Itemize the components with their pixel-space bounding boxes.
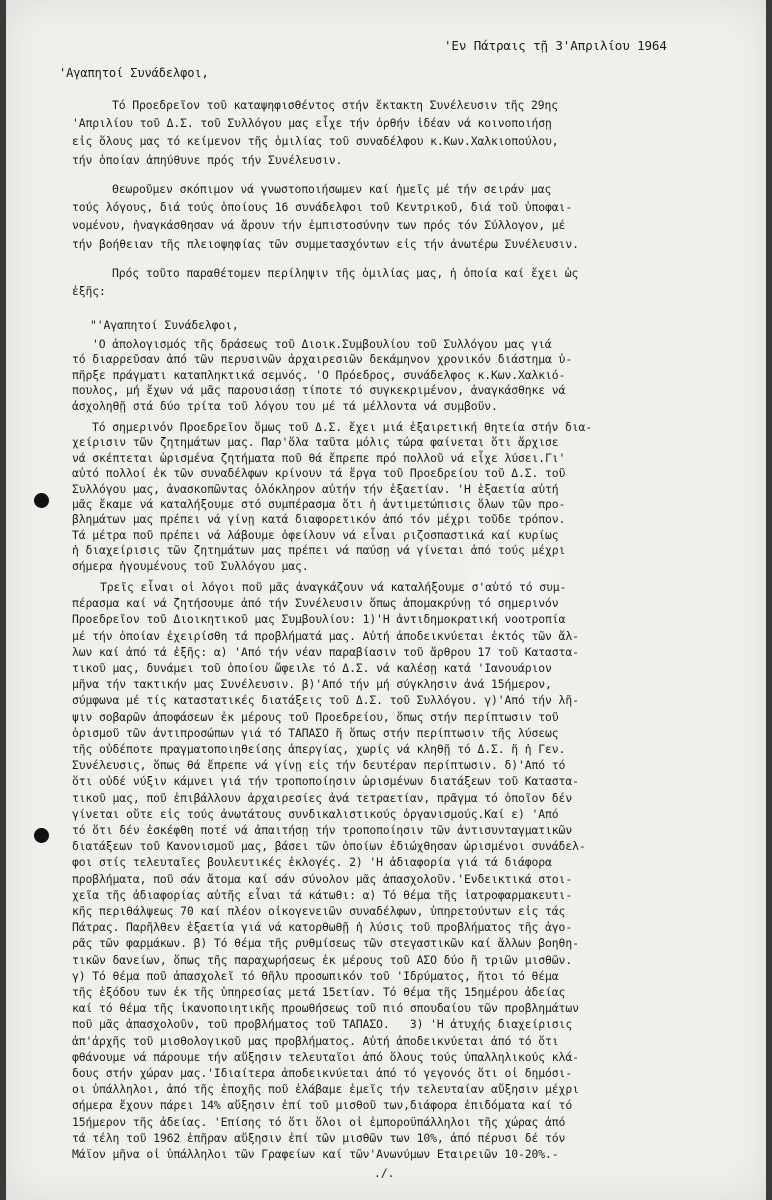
text-line: ὁρισμοῦ τῶν ἀντιπροσώπων γιά τό ΤΑΠΑΣΟ ἤ ὅπως στήν περίπτωσιν τῆς λύσεως xyxy=(72,725,559,740)
text-line: γίνεται οὔτε εἰς τούς ἀνωτάτους συνδικαλιστικούς ὀργανισμούς.Καί ε) 'Από xyxy=(72,806,559,821)
text-line: κῆς περιθάλψεως 70 καί πλέον οἰκογενειῶν συναδέλφων, ὑπηρετούντων εἰς τάς xyxy=(72,904,566,918)
text-line: ἀσχοληθῇ στά δύο τρίτα τοῦ λόγου του μέ τά μέλλοντα νά συμβοῦν. xyxy=(72,398,498,413)
text-line: τά τέλη τοῦ 1962 ἐπῆραν αὔξησιν ἐπί τῶν μισθῶν των 10%, ἀπό πέρυσι δέ τόν xyxy=(72,1130,566,1145)
text-line: πῆρξε πράγματι καταπληκτικά σεμνός. 'Ο Πρόεδρος, συνάδελφος κ.Κων.Χαλκιό- xyxy=(72,367,566,382)
text-line: Τρεῖς εἶναι οἱ λόγοι ποῦ μᾶς ἀναγκάζουν νά καταλήξουμε σ'αὐτό τό συμ- xyxy=(100,580,567,594)
text-line: Συλλόγου μας, ἀνασκοπῶντας ὁλόκληρον αὐτήν τήν ἑξαετίαν. 'Η ἑξαετία αὐτή xyxy=(72,481,559,496)
text-line: Πάτρας. Παρῆλθεν ἑξαετία γιά νά κατορθωθῇ ἡ λύσις τοῦ προβλήματος τῆς ἀγο- xyxy=(72,920,573,935)
text-line: προβλήματα, ποῦ σάν ἄτομα καί σάν σύνολον μᾶς ἀπασχολοῦν.'Ενδεικτικά στοι- xyxy=(72,871,573,886)
text-line: λων καί ἀπό τά ἑξῆς: α) 'Από τήν νέαν παραβίασιν τοῦ ἄρθρου 17 τοῦ Καταστα- xyxy=(72,644,579,659)
text-line: Τό σημερινόν Προεδρεῖον ὅμως τοῦ Δ.Σ. ἔχει μιά ἐξαιρετική θητεία στήν δια- xyxy=(92,420,593,434)
text-line: ὅτι οὐδέ νύξιν κάμνει γιά τήν τροποποίησιν ὡρισμένων διατάξεων τοῦ Καταστα- xyxy=(72,774,579,789)
text-line: εἰς ὅλους μας τό κείμενον τῆς ὁμιλίας τοῦ συναδέλφου κ.Κων.Χαλκιοπούλου, xyxy=(72,134,559,149)
text-line: τήν βοήθειαν τῆς πλειοψηφίας τῶν συμμετασχόντων εἰς τήν ἀνωτέρω Συνέλευσιν. xyxy=(72,236,579,251)
text-line: δους στήν χώραν μας.'Ιδιαίτερα ἀποδεικνύεται ἀπό τό γεγονός ὅτι οἱ δημόσι- xyxy=(72,1066,573,1080)
document-page xyxy=(6,0,766,1200)
text-line: τικοῦ μας, δυνάμει τοῦ ὁποίου ὤφειλε τό Δ.Σ. νά καλέσῃ κατά 'Ιανουάριον xyxy=(72,661,552,675)
text-line: πουλος, μή ἔχων νά μᾶς παρουσιάσῃ τίποτε τό συγκεκριμένον, ἀναγκάσθηκε νά xyxy=(72,383,566,398)
text-line: αὐτό πολλοί ἐκ τῶν συναδέλφων κρίνουν τά ἔργα τοῦ Προεδρείου τοῦ Δ.Σ. τοῦ xyxy=(72,466,566,481)
text-line: ἡ διαχείρισις τῶν ζητημάτων μας πρέπει νά παύσῃ νά γίνεται ἀπό τούς μέχρι xyxy=(72,543,566,558)
text-line: χεῖα τῆς ἀδιαφορίας αὐτῆς εἶναι τά κάτωθι: α) Τό θέμα τῆς ἰατροφαρμακευτι- xyxy=(72,887,573,902)
text-line: ἑξῆς: xyxy=(72,284,106,299)
text-line: μῆνα τήν τακτικήν μας Συνέλευσιν. β)'Από τήν μή σύγκλησιν ἀνά 15ήμερον, xyxy=(72,677,552,692)
text-line: διατάξεων τοῦ Κανονισμοῦ μας, βάσει τῶν ὁποίων ἐδιώχθησαν ὡρισμένοι συνάδελ- xyxy=(72,839,586,854)
text-line: καί τό θέμα τῆς ἱκανοποιητικῆς προωθήσεως τοῦ πιό σπουδαίου τῶν προβλημάτων xyxy=(72,1001,579,1016)
text-line: σήμερα ἡγουμένους τοῦ Συλλόγου μας. xyxy=(72,558,309,573)
text-line: βλημάτων μας πρέπει νά γίνῃ κατά διαφορετικόν ἀπό τόν μέχρι τοῦδε τρόπον. xyxy=(72,512,566,527)
text-line: 15ήμερον τῆς ἀδείας. 'Επίσης τό ὅτι ὅλοι οἱ ἐμποροϋπάλληλοι τῆς χώρας ἀπό xyxy=(72,1114,566,1129)
text-line: Προεδρεῖον τοῦ Διοικητικοῦ μας Συμβουλίου: 1)'Η ἀντιδημοκρατική νοοτροπία xyxy=(72,612,566,627)
text-line: σύμφωνα μέ τίς καταστατικές διατάξεις τοῦ Δ.Σ. τοῦ Συλλόγου. γ)'Από τήν λῆ- xyxy=(72,693,579,708)
salutation: 'Αγαπητοί Συνάδελφοι, xyxy=(59,66,209,80)
text-line: χείρισιν τῶν ζητημάτων μας. Παρ'ὅλα ταῦτα μόλις τώρα φαίνεται ὅτι ἄρχισε xyxy=(72,435,559,450)
text-line: φοι στίς τελευταῖες βουλευτικές ἐκλογές. 2) 'Η ἀδιαφορία γιά τά διάφορα xyxy=(72,855,552,870)
text-line: Πρός τοῦτο παραθέτομεν περίληψιν τῆς ὁμιλίας μας, ἡ ὁποία καί ἔχει ὡς xyxy=(112,266,579,280)
text-line: τῆς ἐξόδου των ἐκ τῆς ὑπηρεσίας μετά 15ετίαν. Τό θέμα τῆς 15ημέρου ἀδείας xyxy=(72,985,566,999)
text-line: Μάϊον μῆνα οἱ ὑπάλληλοι τῶν Γραφείων καί τῶν'Ανωνύμων Εταιρειῶν 10-20%.- xyxy=(72,1147,559,1161)
text-line: τούς λόγους, διά τούς ὁποίους 16 συνάδελφοι τοῦ Κεντρικοῦ, διά τοῦ ὑποφαι- xyxy=(72,200,573,215)
text-line: 'Απριλίου τοῦ Δ.Σ. τοῦ Συλλόγου μας εἶχε τήν ὀρθήν ἰδέαν νά κοινοποιήσῃ xyxy=(72,116,552,131)
text-line: Τά μέτρα ποῦ πρέπει νά λάβουμε ὀφείλουν νά εἶναι ριζοσπαστικά καί κυρίως xyxy=(72,527,559,542)
text-line: τῆς οὐδέποτε πραγματοποιηθείσης ἀπεργίας, χωρίς νά κληθῇ τό Δ.Σ. ἤ ἡ Γεν. xyxy=(72,742,566,756)
text-line: τήν ὁποίαν ἀπηύθυνε πρός τήν Συνέλευσιν. xyxy=(72,152,343,167)
text-line: Τό Προεδρεῖον τοῦ καταψηφισθέντος στήν ἔκτακτη Συνέλευσιν τῆς 29ης xyxy=(112,98,559,112)
text-line: τικοῦ μας, ποῦ ἐπιβάλλουν ἀρχαιρεσίες ἀνά τετραετίαν, πρᾶγμα τό ὁποῖον δέν xyxy=(72,790,573,805)
text-line: τό ὅτι δέν ἐσκέφθη ποτέ νά ἀπαιτήσῃ τήν τροποποίησιν τῶν ἀντισυνταγματικῶν xyxy=(72,823,573,837)
text-line: νομένου, ἠναγκάσθησαν νά ἄρουν τήν ἐμπιστοσύνην των πρός τόν Σύλλογον, μέ xyxy=(72,218,566,233)
text-line: σήμερα ἔχουν πάρει 14% αὔξησιν ἐπί τοῦ μισθοῦ των,διάφορα ἐπιδόματα καί τό xyxy=(72,1098,573,1113)
text-line: ἀπ'ἀρχῆς τοῦ μισθολογικοῦ μας προβλήματος. Αὐτή ἀποδεικνύεται ἀπό τό ὅτι xyxy=(72,1033,559,1048)
text-line: "'Αγαπητοί Συνάδελφοι, xyxy=(90,318,239,332)
page-marker: ./. xyxy=(374,1166,395,1180)
punch-hole xyxy=(34,493,49,508)
text-line: Συνέλευσις, ὅπως θά ἔπρεπε νά γίνῃ εἰς τήν δευτέραν περίπτωσιν. δ)'Από τό xyxy=(72,758,566,773)
punch-hole xyxy=(34,828,49,843)
text-line: μᾶς ἔκαμε νά καταλήξουμε στό συμπέρασμα ὅτι ἡ ἀντιμετώπισις ὅλων τῶν προ- xyxy=(72,497,566,511)
text-line: Θεωροῦμεν σκόπιμον νά γνωστοποιήσωμεν καί ἡμεῖς μέ τήν σειράν μας xyxy=(112,182,552,196)
text-line: ψιν σοβαρῶν ἀποφάσεων ἐκ μέρους τοῦ Προεδρείου, ὅπως στήν περίπτωσιν τοῦ xyxy=(72,709,559,724)
text-line: ρᾶς τῶν φαρμάκων. β) Τό θέμα τῆς ρυθμίσεως τῶν στεγαστικῶν καί ἄλλων βοηθη- xyxy=(72,936,579,951)
text-line: 'Ο ἀπολογισμός τῆς δράσεως τοῦ Διοικ.Συμβουλίου τοῦ Συλλόγου μας γιά xyxy=(92,337,552,351)
text-line: γ) Τό θέμα ποῦ ἀπασχολεῖ τό θῆλυ προσωπικόν τοῦ 'Ιδρύματος, ἤτοι τό θέμα xyxy=(72,968,559,983)
text-line: μέ τήν ὁποίαν ἐχειρίσθη τά προβλήματά μας. Αὐτή ἀποδεικνύεται ἐκτός τῶν ἄλ- xyxy=(72,628,579,643)
text-line: φθάνουμε νά πάρουμε τήν αὔξησιν τελευταῖοι ἀπό ὅλους τούς ὑπαλληλικούς κλά- xyxy=(72,1049,579,1064)
text-line: τό διαρρεῦσαν ἀπό τῶν περυσινῶν ἀρχαιρεσιῶν δεκάμηνον χρονικόν διάστημα ὑ- xyxy=(72,352,573,367)
text-line: νά σκέπτεται ὡρισμένα ζητήματα ποῦ θά ἔπρεπε πρό πολλοῦ νά εἶχε λύσει.Γι' xyxy=(72,450,566,465)
date-line: 'Εν Πάτραις τῇ 3'Απριλίου 1964 xyxy=(444,38,667,53)
text-line: ποῦ μᾶς ἀπασχολοῦν, τοῦ προβλήματος τοῦ ΤΑΠΑΣΟ. 3) 'Η ἀτυχής διαχείρισις xyxy=(72,1017,573,1032)
text-line: τικῶν δανείων, ὅπως τῆς παραχωρήσεως ἐκ μέρους τοῦ ΑΣΟ δύο ἤ τριῶν μισθῶν. xyxy=(72,952,573,967)
text-line: πέρασμα καί νά ζητήσουμε ἀπό τήν Συνέλευσιν ὅπως ἀπομακρύνῃ τό σημερινόν xyxy=(72,596,559,611)
text-line: οι ὑπάλληλοι, ἀπό τῆς ἐποχῆς ποῦ ἐλάβαμε ἐμεῖς τήν τελευταίαν αὔξησιν μέχρι xyxy=(72,1082,579,1097)
